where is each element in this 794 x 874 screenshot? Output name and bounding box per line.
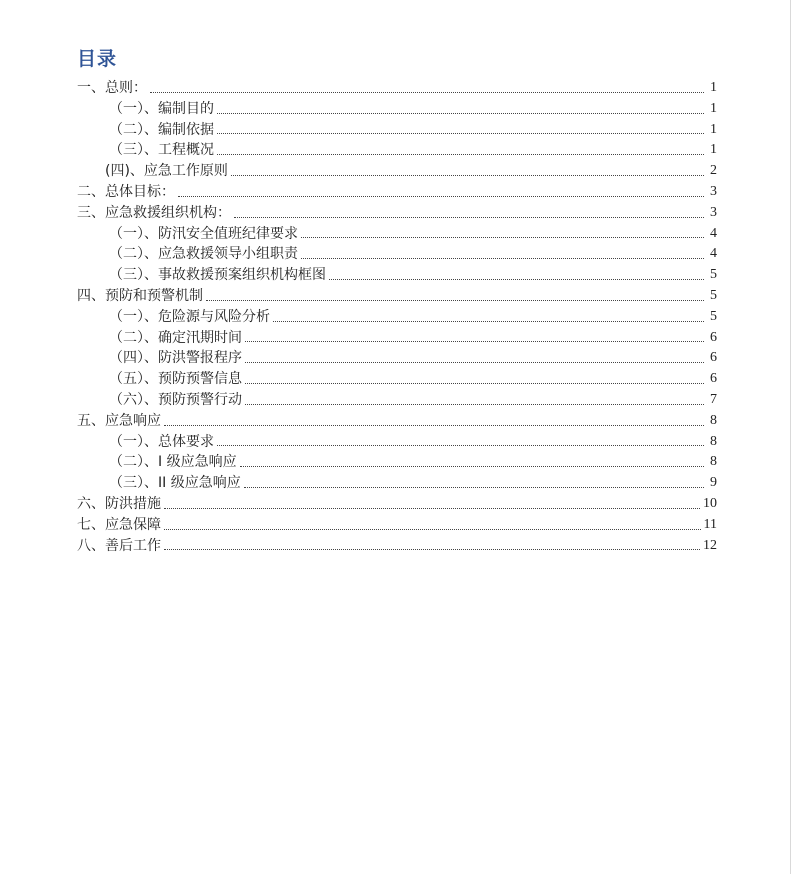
dot-leader [206, 299, 704, 301]
toc-entry[interactable] [77, 494, 717, 515]
toc-entry[interactable] [77, 411, 717, 432]
toc-entry-text: （五）、预防预警信息 [109, 371, 242, 388]
toc-entry[interactable] [77, 390, 717, 411]
dot-leader [240, 465, 704, 467]
dot-leader [164, 507, 700, 509]
toc-entry-page-number: 3 [710, 183, 717, 199]
toc-entry-text: （三）、工程概况 [109, 142, 214, 159]
toc-entry[interactable] [77, 307, 717, 328]
toc-entry-page-number: 5 [710, 308, 717, 324]
toc-entry-page-number: 7 [710, 391, 717, 407]
toc-title: 目录 [77, 48, 118, 70]
toc-entry-text: （一）、危险源与风险分析 [109, 308, 270, 325]
toc-entry[interactable] [77, 140, 717, 161]
dot-leader [245, 361, 704, 363]
toc-entry-page-number: 9 [710, 475, 717, 491]
toc-entry[interactable] [77, 452, 717, 473]
toc-entry-text: （一）、编制目的 [109, 100, 214, 117]
dot-leader [234, 216, 704, 218]
toc-entry-text: 三、应急救援组织机构： [77, 204, 231, 221]
toc-entry-text: 八、善后工作 [77, 537, 161, 554]
toc-entry-text: （二）、确定汛期时间 [109, 329, 242, 346]
toc-entry-text: （二）、编制依据 [109, 121, 214, 138]
toc-entry[interactable] [77, 99, 717, 120]
toc-entry[interactable] [77, 348, 717, 369]
dot-leader [164, 424, 704, 426]
toc-entry-page-number: 6 [710, 371, 717, 387]
dot-leader [178, 195, 704, 197]
toc-entry[interactable] [77, 182, 717, 203]
toc-entry-text: （一）、防汛安全值班纪律要求 [109, 225, 298, 242]
toc-entry[interactable] [77, 265, 717, 286]
dot-leader [245, 340, 704, 342]
toc-entry-page-number: 1 [710, 100, 717, 116]
toc-entry[interactable] [77, 203, 717, 224]
dot-leader [273, 320, 704, 322]
toc-entry[interactable] [77, 161, 717, 182]
toc-entry-text: 六、防洪措施 [77, 495, 161, 512]
toc-entry[interactable] [77, 515, 717, 536]
dot-leader [164, 548, 700, 550]
toc-entry-text: 四、预防和预警机制 [77, 287, 203, 304]
toc-entry-text: 二、总体目标： [77, 183, 175, 200]
toc-entry-text: （四）、防洪警报程序 [109, 350, 242, 367]
toc-entry-text: （三）、事故救援预案组织机构框图 [109, 267, 326, 284]
toc-entry-page-number: 1 [710, 142, 717, 158]
toc-entry-page-number: 6 [710, 350, 717, 366]
toc-entry-page-number: 1 [710, 80, 717, 95]
toc-entry-text: （二）、应急救援领导小组职责 [109, 246, 298, 263]
dot-leader [245, 382, 704, 384]
dot-leader [245, 403, 704, 405]
toc-entry-text: 五、应急响应 [77, 412, 161, 429]
toc-entry[interactable] [77, 286, 717, 307]
toc-entry[interactable] [77, 328, 717, 349]
toc-entry-page-number: 5 [710, 287, 717, 303]
toc-entry-page-number: 6 [710, 329, 717, 345]
toc-entry-page-number: 1 [710, 121, 717, 137]
toc-entry-page-number: 8 [710, 412, 717, 428]
dot-leader [301, 236, 704, 238]
toc-entry-page-number: 8 [710, 454, 717, 470]
dot-leader [329, 278, 704, 280]
dot-leader [150, 91, 704, 93]
dot-leader [231, 174, 704, 176]
toc-entry[interactable] [77, 120, 717, 141]
toc-entry-text: 一、总则： [77, 80, 147, 96]
toc-entry-text: （三）、II 级应急响应 [109, 475, 241, 492]
toc-entry[interactable] [77, 536, 717, 557]
toc-entry-page-number: 2 [710, 163, 717, 179]
dot-leader [217, 444, 704, 446]
toc-entry-text: （二）、I 级应急响应 [109, 454, 237, 471]
toc-entry-text: 七、应急保障 [77, 516, 161, 533]
toc-list [77, 78, 717, 556]
toc-entry-page-number: 5 [710, 267, 717, 283]
toc-entry-page-number: 10 [703, 495, 717, 511]
dot-leader [244, 486, 704, 488]
toc-entry[interactable] [77, 78, 717, 99]
toc-entry-text: （一）、总体要求 [109, 433, 214, 450]
toc-entry[interactable] [77, 244, 717, 265]
dot-leader [217, 153, 704, 155]
dot-leader [217, 112, 704, 114]
toc-entry-page-number: 8 [710, 433, 717, 449]
dot-leader [164, 528, 701, 530]
toc-entry-page-number: 4 [710, 225, 717, 241]
toc-entry-text: (四)、应急工作原则 [105, 163, 228, 180]
toc-entry-text: （六）、预防预警行动 [109, 391, 242, 408]
toc-entry[interactable] [77, 473, 717, 494]
toc-entry[interactable] [77, 224, 717, 245]
dot-leader [301, 257, 704, 259]
toc-entry-page-number: 12 [703, 537, 717, 553]
dot-leader [217, 132, 704, 134]
toc-entry-page-number: 3 [710, 204, 717, 220]
toc-entry[interactable] [77, 432, 717, 453]
toc-entry[interactable] [77, 369, 717, 390]
toc-entry-page-number: 4 [710, 246, 717, 262]
toc-entry-page-number: 11 [703, 516, 717, 532]
